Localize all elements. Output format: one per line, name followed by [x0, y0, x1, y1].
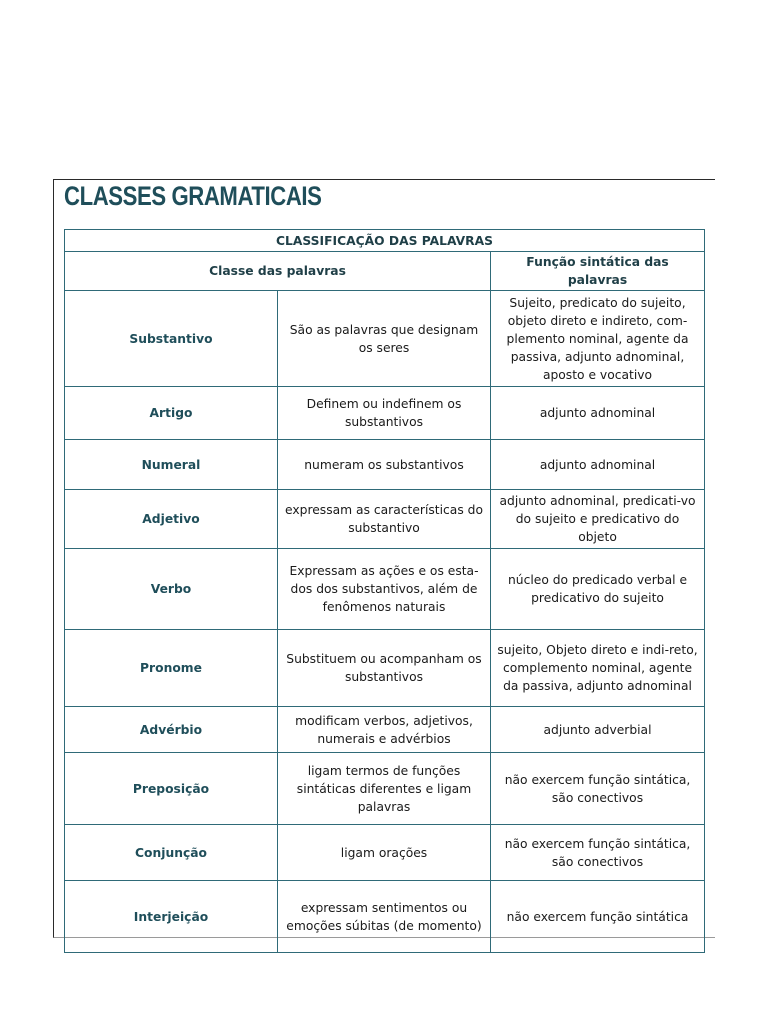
class-cell: Adjetivo: [65, 490, 278, 549]
table-row: [65, 707, 705, 753]
table-row: [65, 825, 705, 881]
header-function: Função sintática das palavras: [491, 252, 705, 291]
header-class: Classe das palavras: [65, 252, 491, 291]
table-caption: CLASSIFICAÇÃO DAS PALAVRAS: [65, 230, 705, 252]
definition-cell: numeram os substantivos: [278, 440, 491, 490]
table-row: [65, 630, 705, 707]
definition-cell: Substituem ou acompanham os substantivos: [278, 630, 491, 707]
definition-cell: ligam orações: [278, 825, 491, 881]
class-cell: Interjeição: [65, 881, 278, 953]
class-cell: Verbo: [65, 549, 278, 630]
table-row: [65, 291, 705, 387]
function-cell: adjunto adnominal, predicati-vo do sujeito e predicativo do objeto: [491, 490, 705, 549]
class-cell: Numeral: [65, 440, 278, 490]
class-cell: Pronome: [65, 630, 278, 707]
function-cell: adjunto adnominal: [491, 440, 705, 490]
definition-cell: modificam verbos, adjetivos, numerais e advérbios: [278, 707, 491, 753]
function-cell: não exercem função sintática: [491, 881, 705, 953]
table-row: [65, 387, 705, 440]
function-cell: não exercem função sintática, são conectivos: [491, 825, 705, 881]
definition-cell: expressam sentimentos ou emoções súbitas (de momento): [278, 881, 491, 953]
definition-cell: ligam termos de funções sintáticas diferentes e ligam palavras: [278, 753, 491, 825]
function-cell: adjunto adnominal: [491, 387, 705, 440]
function-cell: adjunto adverbial: [491, 707, 705, 753]
definition-cell: expressam as características do substantivo: [278, 490, 491, 549]
table-row: [65, 440, 705, 490]
definition-cell: Definem ou indefinem os substantivos: [278, 387, 491, 440]
function-cell: sujeito, Objeto direto e indi-reto, complemento nominal, agente da passiva, adjunto adnominal: [491, 630, 705, 707]
function-cell: núcleo do predicado verbal e predicativo do sujeito: [491, 549, 705, 630]
class-cell: Advérbio: [65, 707, 278, 753]
class-cell: Preposição: [65, 753, 278, 825]
class-cell: Artigo: [65, 387, 278, 440]
table-row: [65, 753, 705, 825]
definition-cell: São as palavras que designam os seres: [278, 291, 491, 387]
function-cell: Sujeito, predicato do sujeito, objeto direto e indireto, com-plemento nominal, agente da passiva, adjunto adnominal, aposto e vocativo: [491, 291, 705, 387]
table-row: [65, 549, 705, 630]
table-row: [65, 881, 705, 953]
classification-table: [64, 229, 705, 953]
function-cell: não exercem função sintática, são conectivos: [491, 753, 705, 825]
class-cell: Substantivo: [65, 291, 278, 387]
page-title: CLASSES GRAMATICAIS: [64, 181, 322, 211]
table-row: [65, 490, 705, 549]
definition-cell: Expressam as ações e os esta-dos dos substantivos, além de fenômenos naturais: [278, 549, 491, 630]
class-cell: Conjunção: [65, 825, 278, 881]
